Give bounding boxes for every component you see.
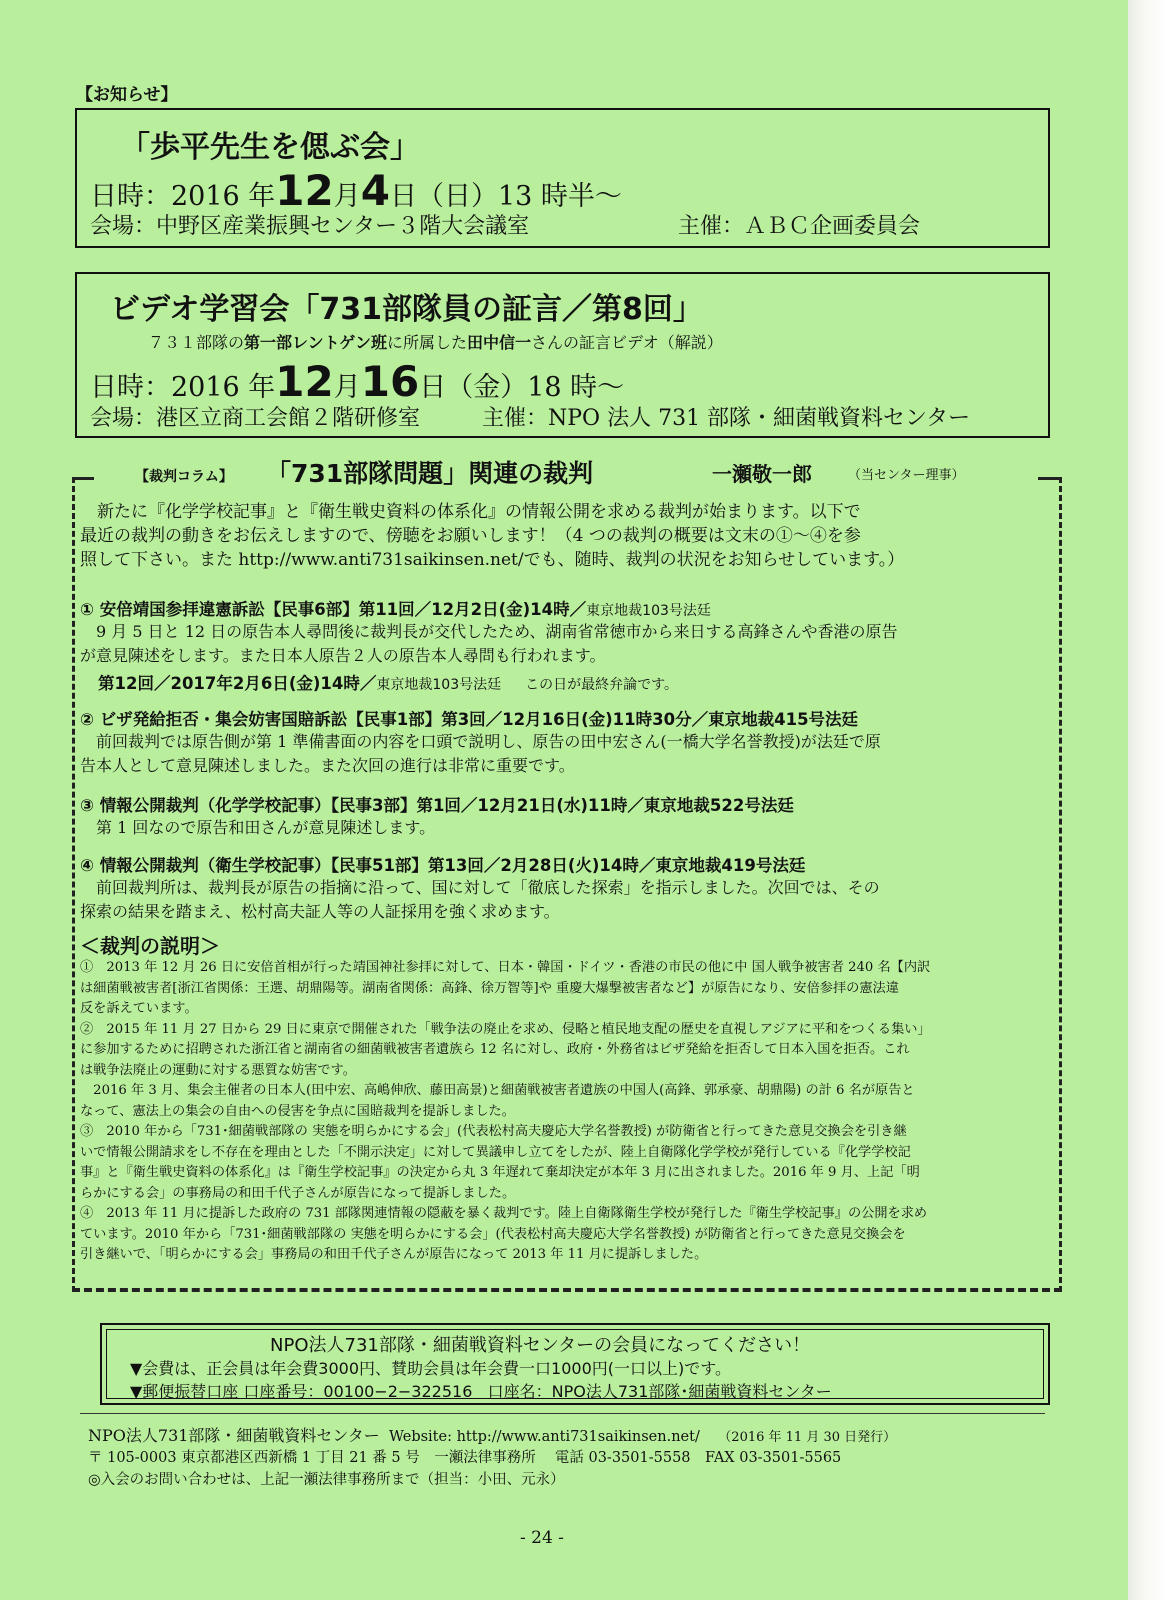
event2-title: ビデオ学習会「731部隊員の証言／第8回」 xyxy=(110,292,703,327)
case2-heading: ② ビザ発給拒否・集会妨害国賠訴訟【民事1部】第3回／12月16日(金)11時30分／東京地裁415号法廷 xyxy=(80,710,859,729)
event2-date-prefix: 日時：2016 年 xyxy=(90,372,276,403)
column-author-role: （当センター理事） xyxy=(848,468,965,483)
case2-body xyxy=(80,730,1055,778)
event1-date-suffix: 日（日）13 時半～ xyxy=(389,181,622,212)
case1-next-court: 東京地裁103号法廷 xyxy=(376,677,502,693)
case4-heading: ④ 情報公開裁判（衛生学校記事）【民事51部】第13回／2月28日(火)14時／東京地裁419号法廷 xyxy=(80,856,806,875)
explain-note-line: ④ 2013 年 11 月に提訴した政府の 731 部隊関連情報の隠蔽を暴く裁判です。陸上自衛隊衛生学校が発行した『衛生学校記事』の公開を求め xyxy=(80,1206,928,1221)
explain-note-line: 引き継いで、「明らかにする会」事務局の和田千代子さんが原告になって 2013 年 11 月に提訴しました。 xyxy=(80,1247,708,1262)
column-frame-top-right xyxy=(1038,477,1062,480)
event2-subtitle xyxy=(148,330,723,353)
event2-month: 12 xyxy=(275,357,334,406)
case4-body-line: 探索の結果を踏まえ、松村高夫証人等の人証採用を強く求めます。 xyxy=(80,902,560,921)
footer-inquiry: ◎入会のお問い合わせは、上記一瀬法律事務所まで（担当：小田、元永） xyxy=(88,1472,565,1488)
explain-notes xyxy=(80,958,1058,1266)
event1-venue: 会場：中野区産業振興センター３階大会議室 xyxy=(90,214,530,239)
explain-note-line: ① 2013 年 12 月 26 日に安倍首相が行った靖国神社参拝に対して、日本・韓国・ドイツ・香港の市民の他に中 国人戦争被害者 240 名【内訳 xyxy=(80,960,931,975)
footer-org: NPO法人731部隊・細菌戦資料センター xyxy=(88,1426,380,1445)
case1-body xyxy=(80,620,1055,668)
explain-note-line: いで情報公開請求をし不存在を理由とした「不開示決定」に対して異議申し立てをしたが、陸上自衛隊化学学校が発行している『化学学校記 xyxy=(80,1144,911,1160)
notice-tag: 【お知らせ】 xyxy=(76,85,178,105)
footer-rule xyxy=(80,1413,1045,1414)
case2-body-line: 前回裁判では原告側が第 1 準備書面の内容を口頭で説明し、原告の田中宏さん(一橋大学名誉教授)が法廷で原 xyxy=(80,732,881,751)
membership-box xyxy=(100,1323,1050,1405)
explain-note-line: 2016 年 3 月、集会主催者の日本人(田中宏、高嶋伸欣、藤田高景)と細菌戦被害者遺族の中国人(高鋒、郭承豪、胡鼎陽) の計 6 名が原告と xyxy=(80,1083,915,1098)
explain-note-line: は戦争法廃止の運動に対する悪質な妨害です。 xyxy=(80,1062,356,1078)
event1-title: 「歩平先生を偲ぶ会」 xyxy=(120,130,420,165)
case1-heading xyxy=(80,596,711,620)
explain-note-line: 事』と『衛生戦史資料の体系化』は『衛生学校記事』の決定から丸 3 年遅れて棄却決定が本年 3 月に出されました。2016 年 9 月、上記「明 xyxy=(80,1165,920,1180)
explain-note-line: ③ 2010 年から「731･細菌戦部隊の 実態を明らかにする会」(代表松村高夫慶応大学名誉教授) が防衛省と行ってきた意見交換会を引き継 xyxy=(80,1124,907,1139)
footer-address: 〒 105-0003 東京都港区西新橋 1 丁目 21 番 5 号 一瀬法律事務所 電話 03-3501-5558 FAX 03-3501-5565 xyxy=(88,1450,842,1466)
membership-postal-label: ▼郵便振替口座 xyxy=(130,1382,239,1401)
event2-month-unit: 月 xyxy=(333,372,361,403)
event2-date-suffix: 日（金）18 時～ xyxy=(419,372,625,403)
case2-body-line: 告本人として意見陳述しました。また次回の進行は非常に重要です。 xyxy=(80,756,575,775)
membership-postal xyxy=(130,1379,832,1402)
explain-note-line: なって、憲法上の集会の自由への侵害を争点に国賠裁判を提訴しました。 xyxy=(80,1103,515,1119)
column-intro-line: 最近の裁判の動きをお伝えしますので、傍聴をお願いします！（4 つの裁判の概要は文末の①～④を参 xyxy=(80,526,861,546)
explain-note-line: ② 2015 年 11 月 27 日から 29 日に東京で開催された「戦争法の廃止を求め、侵略と植民地支配の歴史を直視しアジアに平和をつくる集い」 xyxy=(80,1021,931,1037)
event2-subtitle-post: さんの証言ビデオ（解説） xyxy=(531,333,723,352)
event2-subtitle-bold1: 第一部レントゲン班 xyxy=(244,333,387,352)
case3-body-line: 第 1 回なので原告和田さんが意見陳述します。 xyxy=(80,818,436,837)
event2-subtitle-bold2: 田中信一 xyxy=(467,333,532,352)
case1-heading-main: ① 安倍靖国参拝違憲訴訟【民事6部】第11回／12月2日(金)14時／ xyxy=(80,600,587,619)
event2-organizer: 主催：NPO 法人 731 部隊・細菌戦資料センター xyxy=(482,406,971,431)
case1-body-line: 9 月 5 日と 12 日の原告本人尋問後に裁判長が交代したため、湖南省常徳市から来日する高鋒さんや香港の原告 xyxy=(80,622,898,641)
column-intro-line: 新たに『化学学校記事』と『衛生戦史資料の体系化』の情報公開を求める裁判が始まります。以下で xyxy=(80,502,861,522)
case1-next-heading xyxy=(98,670,678,694)
membership-headline: NPO法人731部隊・細菌戦資料センターの会員になってください！ xyxy=(270,1335,811,1356)
event2-day: 16 xyxy=(360,357,420,406)
event1-month-unit: 月 xyxy=(333,181,361,212)
footer-issued: （2016 年 11 月 30 日発行） xyxy=(718,1430,897,1445)
explain-note-line: 反を訴えています。 xyxy=(80,1001,198,1016)
membership-account-number: 口座番号：00100−2−322516 xyxy=(243,1382,473,1401)
event2-subtitle-pre: ７３１部隊の xyxy=(148,333,245,352)
event2-venue: 会場：港区立商工会館２階研修室 xyxy=(90,406,421,431)
column-author: 一瀬敬一郎 xyxy=(712,462,812,486)
page-number: - 24 - xyxy=(520,1528,564,1548)
page-edge xyxy=(1128,0,1166,1600)
event1-day: 4 xyxy=(360,166,390,215)
column-intro-line: 照して下さい。また http://www.anti731saikinsen.net/でも、随時、裁判の状況をお知らせしています。） xyxy=(80,550,905,570)
event2-subtitle-mid: に所属した xyxy=(386,333,467,352)
footer-website: Website: http://www.anti731saikinsen.net/ xyxy=(389,1429,700,1445)
footer-line1 xyxy=(88,1423,896,1446)
case4-body xyxy=(80,876,1055,924)
explain-note-line: は細菌戦被害者[浙江省関係：王選、胡鼎陽等。湖南省関係：高鋒、徐万智等]や 重慶大爆撃被害者など】が原告になり、安倍参拝の憲法違 xyxy=(80,980,899,996)
event2-datetime xyxy=(90,357,624,406)
case1-court: 東京地裁103号法廷 xyxy=(586,603,711,619)
case1-next-note: この日が最終弁論です。 xyxy=(525,677,679,693)
column-frame-top-left xyxy=(72,477,94,480)
explain-note-line: ています。2010 年から「731･細菌戦部隊の 実態を明らかにする会」(代表松村高夫慶応大学名誉教授) が防衛省と行ってきた意見交換会を xyxy=(80,1226,906,1242)
explain-note-line: らかにする会」の事務局の和田千代子さんが原告になって提訴しました。 xyxy=(80,1185,516,1201)
event1-datetime xyxy=(90,166,622,215)
explain-heading: ＜裁判の説明＞ xyxy=(80,934,220,958)
membership-account-name: 口座名：NPO法人731部隊･細菌戦資料センター xyxy=(487,1382,832,1401)
case3-body xyxy=(80,816,1055,840)
event1-date-prefix: 日時：2016 年 xyxy=(90,181,276,212)
case1-body-line: が意見陳述をします。また日本人原告２人の原告本人尋問も行われます。 xyxy=(80,646,606,665)
membership-fee: ▼会費は、正会員は年会費3000円、賛助会員は年会費一口1000円(一口以上)です。 xyxy=(130,1359,731,1378)
case3-heading: ③ 情報公開裁判（化学学校記事）【民事3部】第1回／12月21日(水)11時／東京地裁522号法廷 xyxy=(80,796,794,815)
case1-next-date: 第12回／2017年2月6日(金)14時／ xyxy=(98,674,377,693)
column-title: 「731部隊問題」関連の裁判 xyxy=(266,459,594,488)
explain-note-line: に参加するために招聘された浙江省と湖南省の細菌戦被害者遺族ら 12 名に対し、政府・外務省はビザ発給を拒否して日本入国を拒否。これ xyxy=(80,1042,910,1057)
column-intro xyxy=(80,500,1055,572)
event1-month: 12 xyxy=(275,166,334,215)
event1-organizer: 主催：ＡＢＣ企画委員会 xyxy=(678,214,921,239)
case4-body-line: 前回裁判所は、裁判長が原告の指摘に沿って、国に対して「徹底した探索」を指示しました。次回では、その xyxy=(80,878,880,897)
column-tag: 【裁判コラム】 xyxy=(135,469,233,485)
